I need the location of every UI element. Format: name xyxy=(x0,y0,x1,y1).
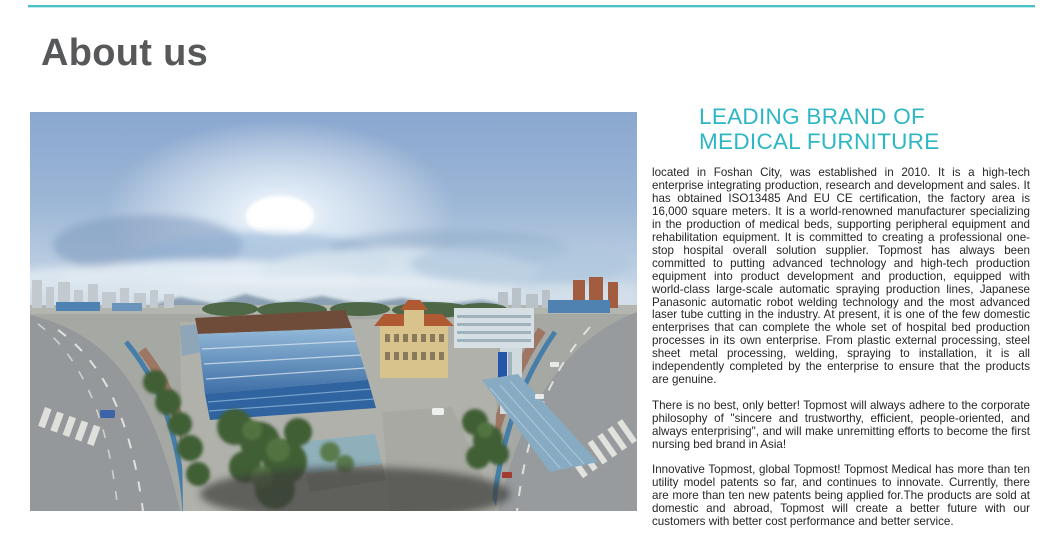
about-paragraph-3: Innovative Topmost, global Topmost! Topmost Medical has more than ten utility model patents so far, and continues to innovate. Currently, there are more than ten new patents being applied for.The products are sold at domestic and abroad, Topmost will create a better future with our customers with better cost performance and better service. xyxy=(652,463,1030,528)
headline-line-1: LEADING BRAND OF xyxy=(699,104,926,129)
top-divider xyxy=(28,5,1035,7)
about-paragraph-1: located in Foshan City, was established in 2010. It is a high-tech enterprise integrating production, research and development and sales. It has obtained ISO13485 And EU CE certification, the factory area is 16,000 square meters. It is a world-renowned manufacturer specializing in the production of medical beds, supporting peripheral equipment and rehabilitation equipment. It is committed to creating a professional one-stop hospital overall solution supplier. Topmost has always been committed to putting advanced technology and high-tech production equipment into product development and production, equipped with world-class large-scale automatic spraying production lines, Japanese Panasonic automatic robot welding technology and the most advanced laser tube cutting in the industry. At present, it is one of the few domestic enterprises that can complete the whole set of hospital bed production processes in its own enterprise. From plastic external processing, steel sheet metal processing, welding, spraying to installation, it is all independently completed by the enterprise to ensure that the products are genuine. xyxy=(652,166,1030,387)
section-headline xyxy=(652,104,1030,154)
panorama-illustration xyxy=(30,112,637,511)
factory-panorama-image xyxy=(30,112,637,511)
about-text-column xyxy=(652,104,1030,541)
headline-line-2: MEDICAL FURNITURE xyxy=(699,129,940,154)
page-title: About us xyxy=(41,32,209,74)
about-paragraph-2: There is no best, only better! Topmost will always adhere to the corporate philosophy of "sincere and trustworthy, efficient, people-oriented, and always enterprising", and will make unremitting efforts to become the first nursing bed brand in Asia! xyxy=(652,398,1030,451)
